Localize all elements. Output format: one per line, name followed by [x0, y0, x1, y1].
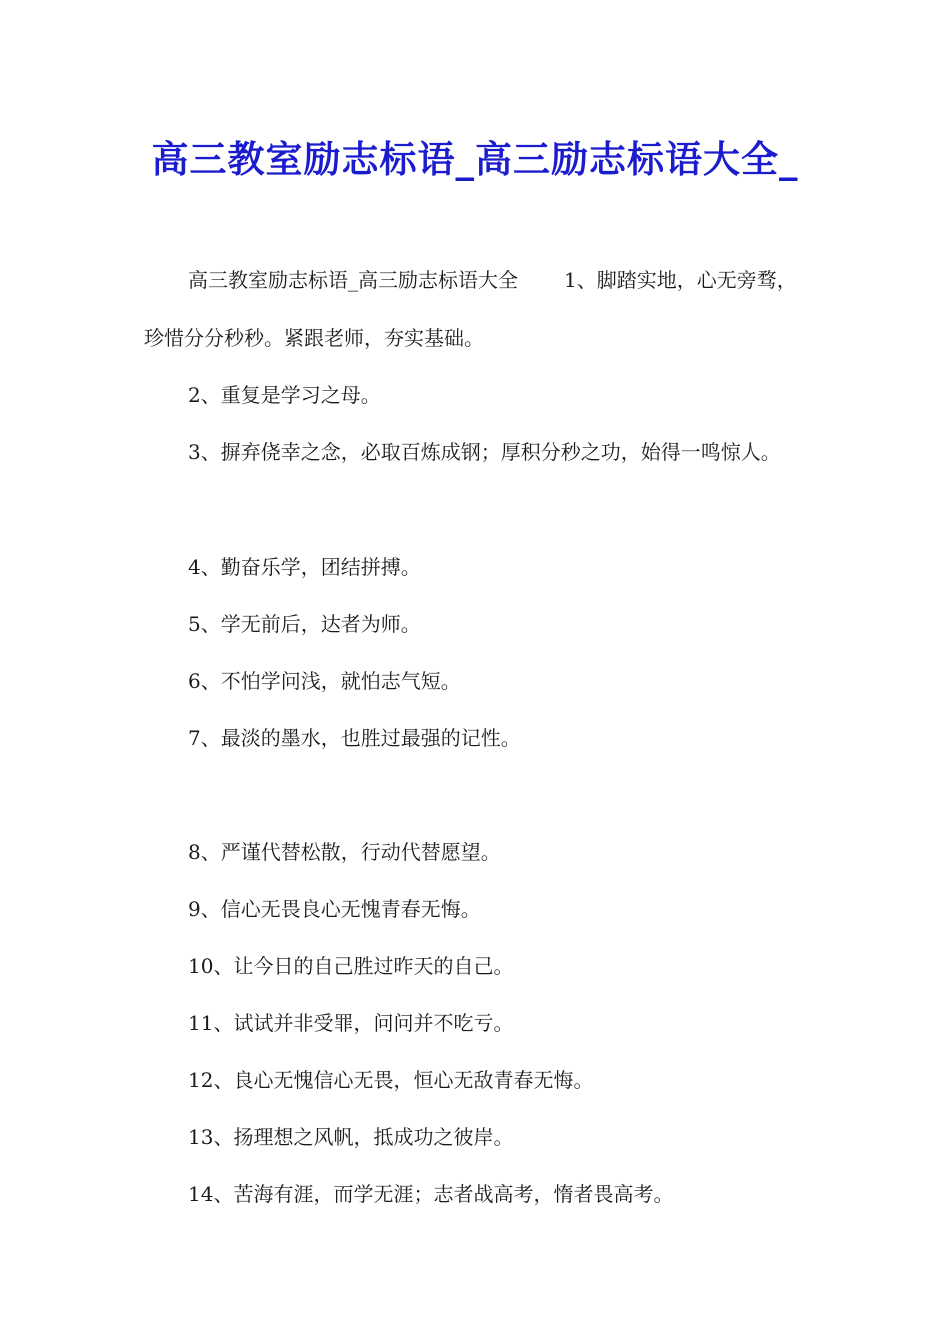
intro-paragraph: [144, 251, 808, 367]
list-item: 9、信心无畏良心无愧青春无悔。: [188, 897, 481, 921]
list-item: 10、让今日的自己胜过昨天的自己。: [188, 954, 514, 978]
list-item: 12、良心无愧信心无畏，恒心无敌青春无悔。: [188, 1068, 594, 1092]
list-item: 6、不怕学问浅，就怕志气短。: [188, 669, 461, 693]
list-item: 5、学无前后，达者为师。: [188, 612, 421, 636]
list-item: 7、最淡的墨水，也胜过最强的记性。: [188, 726, 521, 750]
intro-lead: 高三教室励志标语_高三励志标语大全: [188, 268, 518, 292]
list-item: 14、苦海有涯，而学无涯；志者战高考，惰者畏高考。: [188, 1182, 674, 1206]
list-item: 3、摒弃侥幸之念，必取百炼成钢；厚积分秒之功，始得一鸣惊人。: [188, 440, 781, 464]
document-title: 高三教室励志标语_高三励志标语大全_: [151, 138, 799, 181]
list-item: 4、勤奋乐学，团结拼搏。: [188, 555, 421, 579]
list-item: 8、严谨代替松散，行动代替愿望。: [188, 840, 501, 864]
intro-item: 1、脚踏实地，心无旁骛，珍惜分分秒秒。紧跟老师，夯实基础。: [144, 268, 797, 350]
list-item: 11、试试并非受罪，问问并不吃亏。: [188, 1011, 514, 1035]
list-item: 2、重复是学习之母。: [188, 383, 381, 407]
list-item: 13、扬理想之风帆，抵成功之彼岸。: [188, 1125, 514, 1149]
